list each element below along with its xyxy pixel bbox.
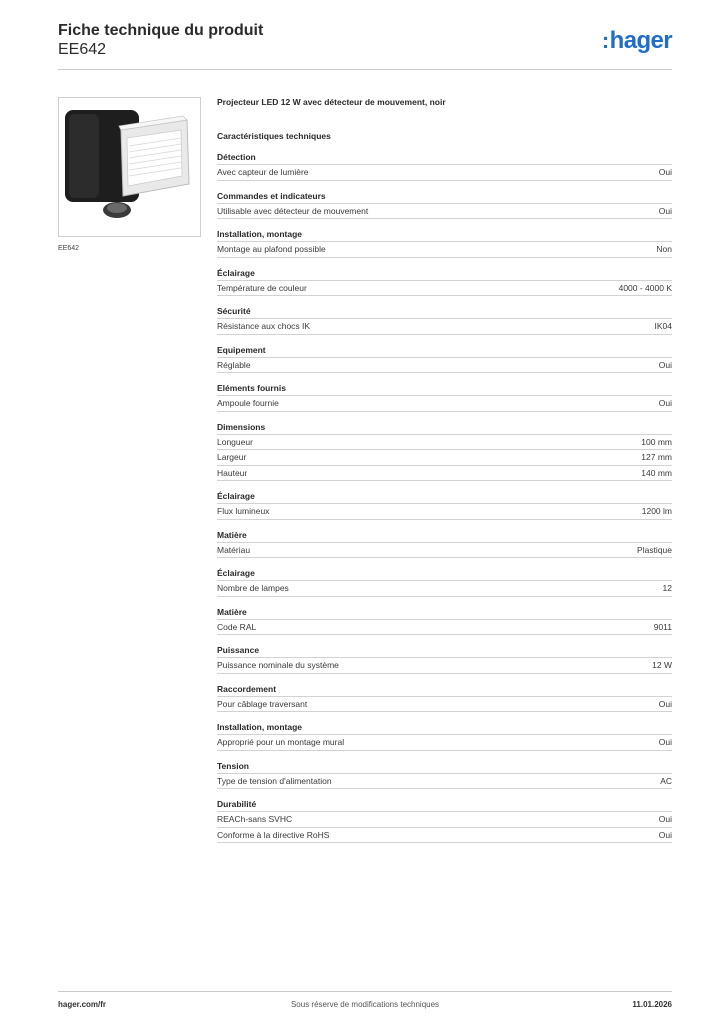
spec-rows — [217, 434, 672, 482]
logo-prefix: : — [601, 28, 609, 53]
spec-value: 127 mm — [641, 452, 672, 462]
spec-label: Largeur — [217, 452, 247, 462]
spec-value: 4000 - 4000 K — [618, 282, 672, 293]
spec-value: Non — [656, 244, 672, 254]
spec-row — [217, 503, 672, 520]
logo-text: hager — [609, 27, 672, 54]
spec-value: Oui — [658, 359, 672, 370]
spec-section — [217, 797, 672, 843]
spec-value: Plastique — [637, 544, 672, 555]
spec-value: IK04 — [654, 321, 672, 331]
tech-title: Caractéristiques techniques — [217, 131, 331, 141]
spec-row — [217, 811, 672, 827]
spec-label: Température de couleur — [217, 282, 307, 293]
spec-label: Réglable — [217, 359, 251, 370]
section-title: Equipement — [217, 344, 266, 355]
spec-section — [217, 304, 672, 335]
spec-rows — [217, 280, 672, 297]
spec-value: 12 W — [652, 660, 672, 670]
spec-row — [217, 203, 672, 220]
spec-section — [217, 566, 672, 597]
spec-row — [217, 619, 672, 636]
section-title: Raccordement — [217, 683, 277, 694]
spec-row — [217, 657, 672, 674]
section-title: Éclairage — [217, 267, 255, 278]
spec-rows — [217, 318, 672, 335]
page-header — [58, 21, 672, 59]
spec-rows — [217, 734, 672, 751]
section-title: Installation, montage — [217, 229, 303, 239]
spec-rows — [217, 696, 672, 713]
image-caption: EE642 — [58, 245, 80, 252]
spec-label: Montage au plafond possible — [217, 244, 326, 254]
spec-value: Oui — [658, 167, 672, 177]
spec-row — [217, 465, 672, 482]
spec-label: Avec capteur de lumière — [217, 167, 309, 177]
spec-section — [217, 605, 672, 636]
spec-value: 9011 — [653, 621, 672, 632]
spec-value: 12 — [662, 583, 672, 593]
spec-rows — [217, 164, 672, 181]
spec-section — [217, 643, 672, 674]
section-title: Sécurité — [217, 306, 251, 316]
product-image — [58, 97, 201, 237]
spec-label: Pour câblage traversant — [217, 698, 308, 709]
section-title: Détection — [217, 152, 256, 162]
spec-content — [217, 94, 672, 843]
spec-row — [217, 542, 672, 559]
spec-value: 140 mm — [641, 467, 672, 478]
spec-section — [217, 266, 672, 297]
spec-row — [217, 164, 672, 181]
spec-value: Oui — [658, 737, 672, 747]
spec-value: Oui — [658, 829, 672, 840]
footer-website[interactable]: hager.com/fr — [58, 1000, 107, 1009]
section-title: Commandes et indicateurs — [217, 190, 326, 201]
spec-label: Nombre de lampes — [217, 583, 289, 593]
spec-section — [217, 150, 672, 181]
spec-rows — [217, 773, 672, 790]
section-title: Matière — [217, 529, 247, 540]
spec-row — [217, 318, 672, 335]
spec-rows — [217, 619, 672, 636]
footer-date: 11.01.2026 — [632, 1000, 672, 1009]
section-title: Puissance — [217, 645, 260, 655]
footer-divider — [58, 991, 672, 992]
section-title: Éclairage — [217, 568, 255, 578]
spec-row — [217, 773, 672, 790]
spec-section — [217, 682, 672, 713]
spec-rows — [217, 203, 672, 220]
spec-rows — [217, 503, 672, 520]
spec-value: 100 mm — [641, 436, 672, 447]
spec-rows — [217, 811, 672, 843]
spec-value: Oui — [658, 814, 672, 824]
spec-label: REACh-sans SVHC — [217, 814, 293, 824]
section-title: Installation, montage — [217, 722, 303, 732]
spec-rows — [217, 657, 672, 674]
spec-row — [217, 827, 672, 844]
spec-label: Approprié pour un montage mural — [217, 737, 345, 747]
spec-rows — [217, 241, 672, 258]
spec-value: 1200 lm — [641, 506, 672, 516]
spec-value: Oui — [658, 398, 672, 408]
spec-row — [217, 734, 672, 751]
spec-row — [217, 696, 672, 713]
section-title: Eléments fournis — [217, 383, 286, 393]
spec-row — [217, 434, 672, 450]
spec-row — [217, 395, 672, 412]
spec-sections — [217, 150, 672, 843]
spec-row — [217, 580, 672, 597]
spec-label: Puissance nominale du système — [217, 660, 339, 670]
section-title: Éclairage — [217, 491, 255, 501]
spec-section — [217, 381, 672, 412]
product-reference: EE642 — [58, 41, 107, 58]
spec-rows — [217, 580, 672, 597]
spec-rows — [217, 395, 672, 412]
spec-label: Code RAL — [217, 621, 257, 632]
hager-logo — [602, 27, 672, 55]
led-floodlight-image — [59, 98, 200, 236]
spec-label: Ampoule fournie — [217, 398, 279, 408]
spec-row — [217, 280, 672, 297]
spec-row — [217, 357, 672, 374]
spec-value: Oui — [658, 205, 672, 216]
header-divider — [58, 69, 672, 70]
spec-label: Matériau — [217, 544, 251, 555]
spec-section — [217, 720, 672, 751]
spec-section — [217, 759, 672, 790]
spec-label: Type de tension d'alimentation — [217, 775, 332, 786]
spec-label: Utilisable avec détecteur de mouvement — [217, 205, 369, 216]
spec-label: Résistance aux chocs IK — [217, 321, 311, 331]
spec-row — [217, 449, 672, 465]
section-title: Matière — [217, 606, 247, 617]
spec-value: Oui — [658, 698, 672, 709]
spec-row — [217, 241, 672, 258]
footer-notice: Sous réserve de modifications techniques — [290, 1000, 440, 1009]
product-description: Projecteur LED 12 W avec détecteur de mouvement, noir — [217, 97, 446, 107]
page-title: Fiche technique du produit — [58, 22, 264, 39]
spec-label: Hauteur — [217, 467, 248, 478]
spec-section — [217, 189, 672, 220]
spec-section — [217, 528, 672, 559]
spec-section — [217, 420, 672, 482]
spec-section — [217, 227, 672, 258]
spec-section — [217, 489, 672, 520]
section-title: Durabilité — [217, 799, 257, 809]
section-title: Tension — [217, 760, 249, 771]
spec-value: AC — [660, 775, 672, 786]
spec-label: Longueur — [217, 436, 253, 447]
spec-label: Conforme à la directive RoHS — [217, 829, 330, 840]
spec-section — [217, 343, 672, 374]
spec-label: Flux lumineux — [217, 506, 270, 516]
spec-rows — [217, 542, 672, 559]
spec-rows — [217, 357, 672, 374]
section-title: Dimensions — [217, 421, 266, 432]
